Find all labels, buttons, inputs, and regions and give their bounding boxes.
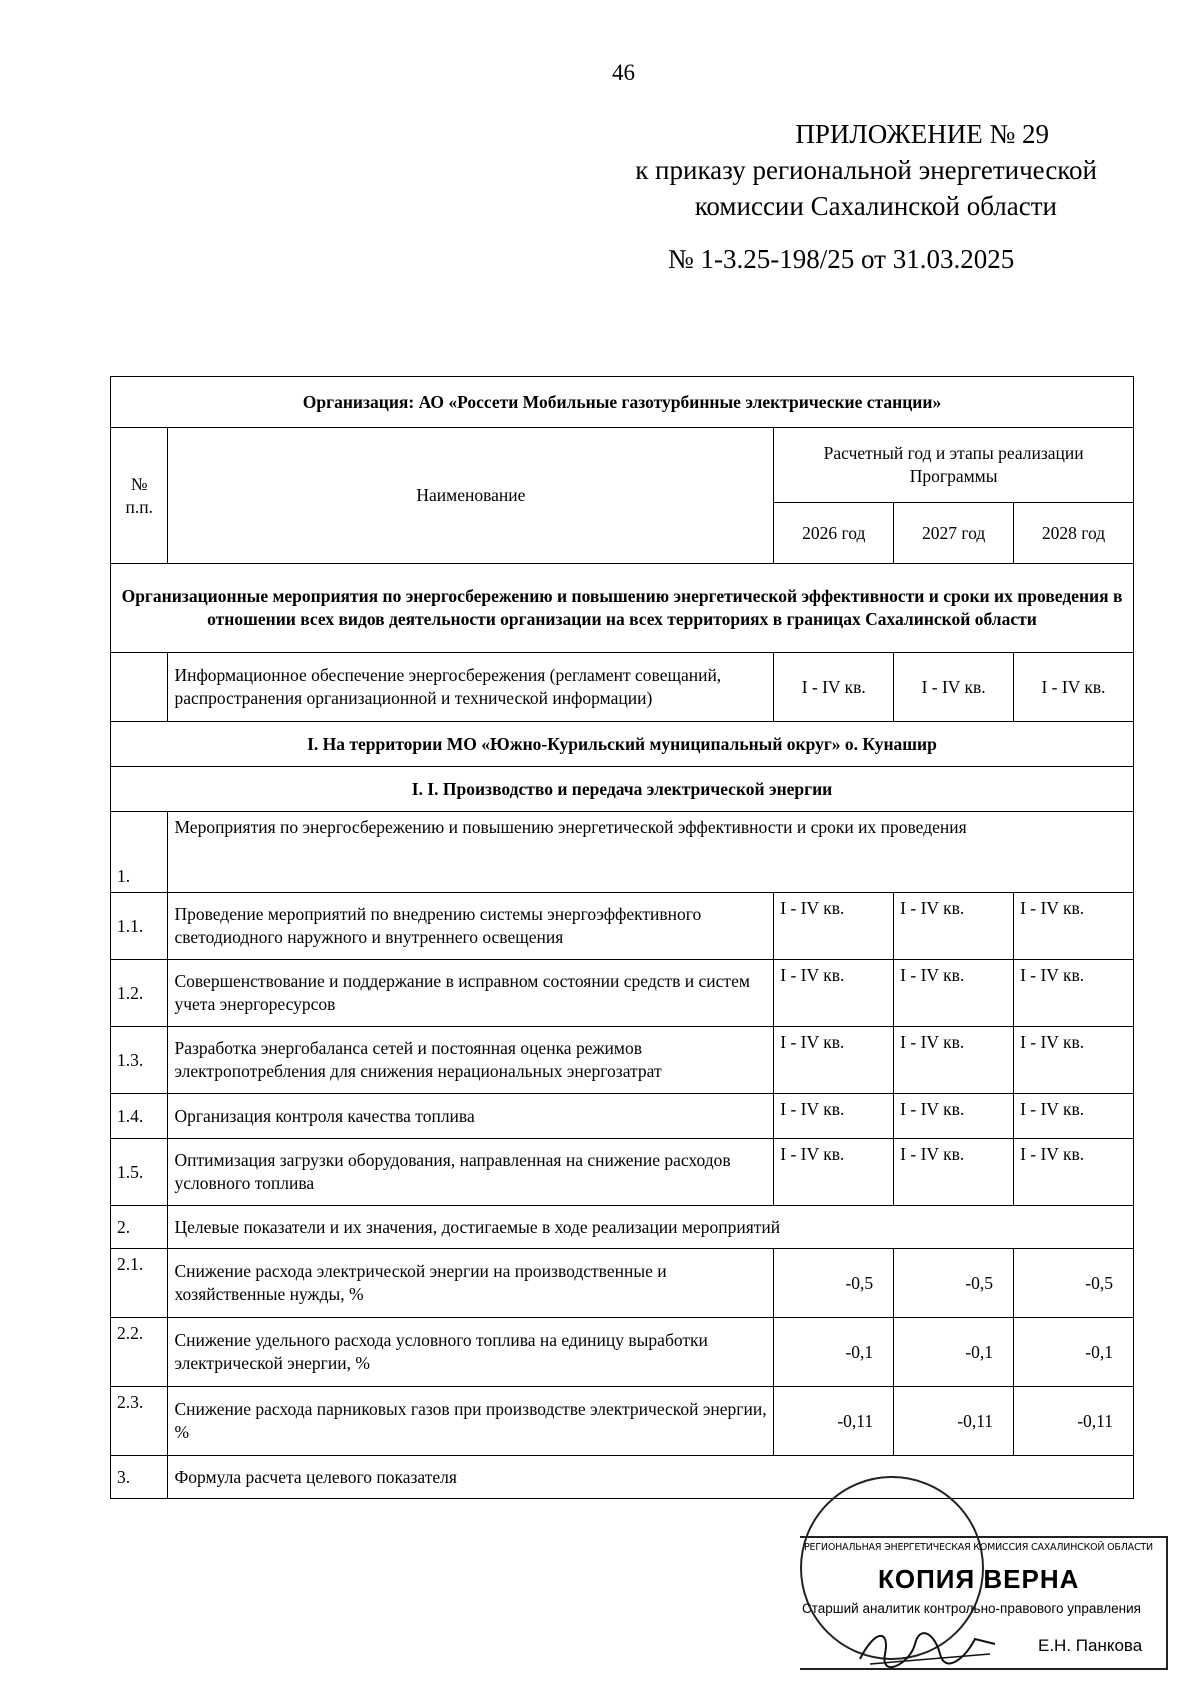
appendix-line-3: комиссии Сахалинской области: [694, 191, 1057, 221]
measure-value-2028: I - IV кв.: [1014, 1139, 1134, 1206]
target-value-2027: -0,1: [894, 1318, 1014, 1387]
measure-value-2027: I - IV кв.: [894, 893, 1014, 960]
appendix-title: ПРИЛОЖЕНИЕ № 29: [795, 119, 1049, 149]
measure-name: Разработка энергобаланса сетей и постоянная оценка режимов электропотребления для снижения нерациональных энергозатрат: [168, 1027, 774, 1094]
measure-value-2028: I - IV кв.: [1014, 1027, 1134, 1094]
signature-icon: [855, 1624, 1005, 1674]
measure-value-2028: I - IV кв.: [1014, 1094, 1134, 1139]
organization-row: [111, 377, 1134, 428]
measure-value-2027: I - IV кв.: [894, 1094, 1014, 1139]
org-measures-heading-row: [111, 564, 1134, 653]
info-value-2026: I - IV кв.: [774, 653, 894, 722]
target-name: Снижение удельного расхода условного топлива на единицу выработки электрической энергии, %: [168, 1318, 774, 1387]
target-row: [111, 1387, 1134, 1456]
target-row: [111, 1318, 1134, 1387]
measure-value-2026: I - IV кв.: [774, 1139, 894, 1206]
section-1-1-row: [111, 767, 1134, 812]
measure-num: 1.2.: [111, 960, 168, 1027]
measure-value-2027: I - IV кв.: [894, 960, 1014, 1027]
measure-num: 1.4.: [111, 1094, 168, 1139]
measure-value-2028: I - IV кв.: [1014, 960, 1134, 1027]
target-num: 2.1.: [111, 1249, 168, 1318]
target-value-2028: -0,5: [1014, 1249, 1134, 1318]
org-measures-heading: Организационные мероприятия по энергосбережению и повышению энергетической эффективности и сроки их проведения в отношении всех видов деятельности организации на всех территориях в границах Сахалинской области: [111, 564, 1134, 653]
measure-num: 1.1.: [111, 893, 168, 960]
row-2-name: Целевые показатели и их значения, достигаемые в ходе реализации мероприятий: [168, 1206, 1134, 1249]
measure-name: Совершенствование и поддержание в исправном состоянии средств и систем учета энергоресурсов: [168, 960, 774, 1027]
organization-cell: Организация: АО «Россети Мобильные газотурбинные электрические станции»: [111, 377, 1134, 428]
target-name: Снижение расхода электрической энергии на производственные и хозяйственные нужды, %: [168, 1249, 774, 1318]
row-2-num: 2.: [111, 1206, 168, 1249]
section-1-1-heading: I. I. Производство и передача электрической энергии: [111, 767, 1134, 812]
measures-table: [110, 376, 1134, 1499]
measure-value-2026: I - IV кв.: [774, 960, 894, 1027]
section-1-heading: I. На территории МО «Южно-Курильский муниципальный округ» о. Кунашир: [111, 722, 1134, 767]
section-1-row: [111, 722, 1134, 767]
info-value-2028: I - IV кв.: [1014, 653, 1134, 722]
header-row: [111, 428, 1134, 503]
page-number: 46: [612, 60, 635, 85]
col-num-header: № п.п.: [111, 428, 168, 564]
appendix-header: [497, 116, 1097, 224]
target-value-2026: -0,1: [774, 1318, 894, 1387]
target-num: 2.3.: [111, 1387, 168, 1456]
info-num-cell: [111, 653, 168, 722]
measure-value-2026: I - IV кв.: [774, 1094, 894, 1139]
target-value-2028: -0,1: [1014, 1318, 1134, 1387]
measure-value-2028: I - IV кв.: [1014, 893, 1134, 960]
row-2: [111, 1206, 1134, 1249]
stamp-commission: РЕГИОНАЛЬНАЯ ЭНЕРГЕТИЧЕСКАЯ КОМИССИЯ САХАЛИНСКОЙ ОБЛАСТИ: [804, 1542, 1153, 1553]
measure-num: 1.5.: [111, 1139, 168, 1206]
target-value-2028: -0,11: [1014, 1387, 1134, 1456]
target-value-2027: -0,5: [894, 1249, 1014, 1318]
certification-stamp: [800, 1476, 1170, 1686]
col-name-header: Наименование: [168, 428, 774, 564]
measure-num: 1.3.: [111, 1027, 168, 1094]
measure-value-2026: I - IV кв.: [774, 893, 894, 960]
col-period-header: Расчетный год и этапы реализации Программы: [774, 428, 1134, 503]
measure-name: Организация контроля качества топлива: [168, 1094, 774, 1139]
order-number: № 1-3.25-198/25 от 31.03.2025: [668, 244, 1015, 274]
measure-row: [111, 1027, 1134, 1094]
year-2027: 2027 год: [894, 503, 1014, 564]
target-row: [111, 1249, 1134, 1318]
appendix-line-2: к приказу региональной энергетической: [635, 155, 1097, 185]
measure-name: Оптимизация загрузки оборудования, направленная на снижение расходов условного топлива: [168, 1139, 774, 1206]
measure-row: [111, 1139, 1134, 1206]
target-name: Снижение расхода парниковых газов при производстве электрической энергии, %: [168, 1387, 774, 1456]
target-num: 2.2.: [111, 1318, 168, 1387]
info-row: [111, 653, 1134, 722]
measure-row: [111, 893, 1134, 960]
stamp-title: КОПИЯ ВЕРНА: [878, 1564, 1080, 1594]
measure-value-2027: I - IV кв.: [894, 1027, 1014, 1094]
measure-row: [111, 960, 1134, 1027]
target-value-2027: -0,11: [894, 1387, 1014, 1456]
stamp-position: Старший аналитик контрольно-правового управления: [802, 1601, 1141, 1616]
stamp-name: Е.Н. Панкова: [1038, 1636, 1143, 1655]
row-1: [111, 812, 1134, 893]
row-1-name: Мероприятия по энергосбережению и повышению энергетической эффективности и сроки их проведения: [168, 812, 1134, 893]
info-name-cell: Информационное обеспечение энергосбережения (регламент совещаний, распространения организационной и технической информации): [168, 653, 774, 722]
row-3-num: 3.: [111, 1456, 168, 1499]
year-2026: 2026 год: [774, 503, 894, 564]
info-value-2027: I - IV кв.: [894, 653, 1014, 722]
target-value-2026: -0,5: [774, 1249, 894, 1318]
target-value-2026: -0,11: [774, 1387, 894, 1456]
row-1-num: 1.: [111, 812, 168, 893]
year-2028: 2028 год: [1014, 503, 1134, 564]
measure-value-2027: I - IV кв.: [894, 1139, 1014, 1206]
row-3-name: Формула расчета целевого показателя: [168, 1456, 1134, 1499]
measure-value-2026: I - IV кв.: [774, 1027, 894, 1094]
measure-name: Проведение мероприятий по внедрению системы энергоэффективного светодиодного наружного и внутреннего освещения: [168, 893, 774, 960]
measure-row: [111, 1094, 1134, 1139]
